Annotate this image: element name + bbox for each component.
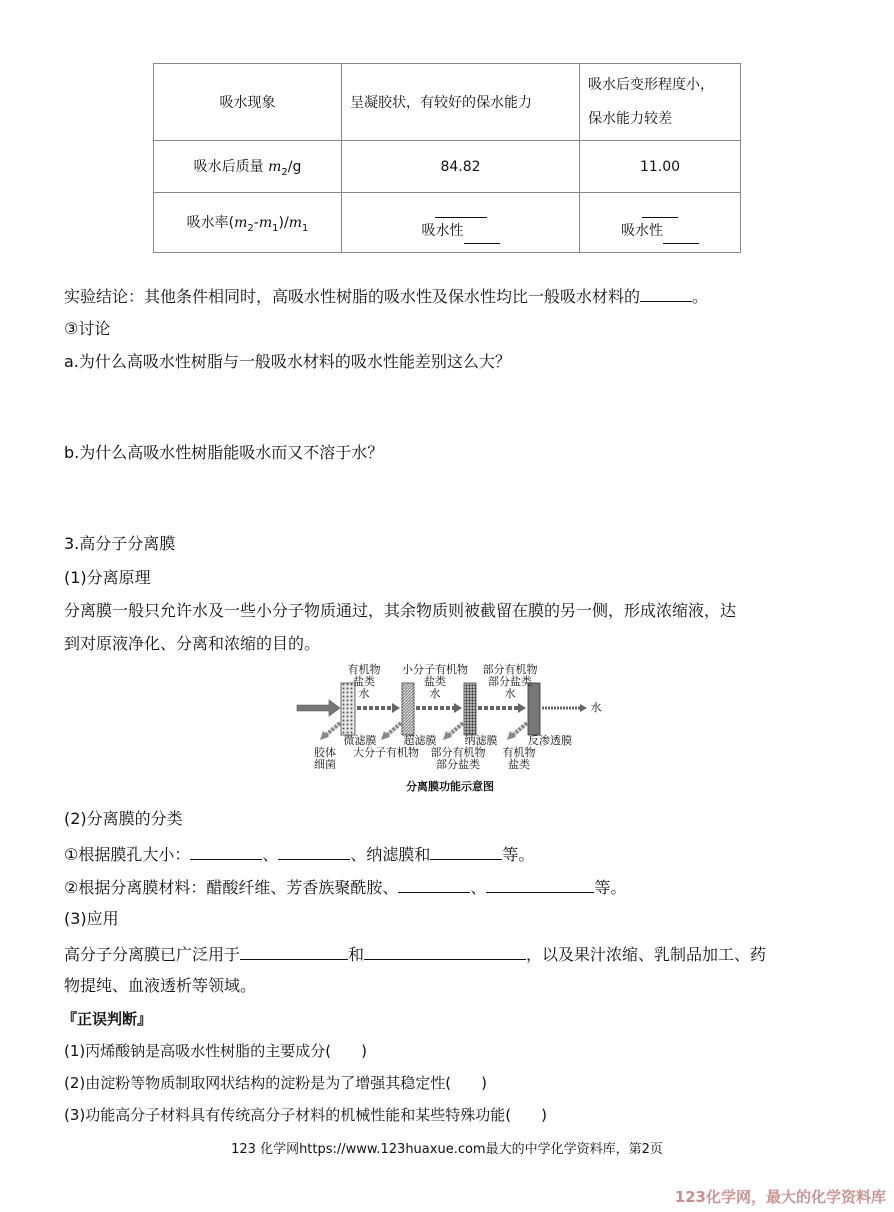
discuss-title: ③讨论: [64, 319, 111, 338]
diagram-text: 盐类: [508, 758, 530, 771]
conclusion-text: 实验结论：其他条件相同时，高吸水性树脂的吸水性及保水性均比一般吸水材料的: [64, 287, 641, 306]
diagram-text: 有机物: [502, 746, 536, 759]
inflow-arrow: [297, 700, 340, 716]
cell-text: 呈凝胶状，有较好的保水能力: [350, 95, 532, 111]
cell-text: 吸水性: [621, 223, 663, 239]
answer-blank[interactable]: [435, 201, 487, 218]
membrane-label: 反渗透膜: [528, 734, 572, 747]
judge-item: (1)丙烯酸钠是高吸水性树脂的主要成分( ): [64, 1042, 367, 1060]
principle-text: 分离膜一般只允许水及一些小分子物质通过，其余物质则被截留在膜的另一侧，形成浓缩液，达: [64, 601, 737, 620]
line-text: 、: [262, 845, 279, 864]
line-text: ②根据分离膜材料：醋酸纤维、芳香族聚酰胺、: [64, 878, 399, 897]
judge-item: (3)功能高分子材料具有传统高分子材料的机械性能和某些特殊功能( ): [64, 1106, 547, 1124]
cell-text: 吸水后质量: [193, 158, 269, 175]
diagram-bottom-label: [308, 747, 342, 771]
diagram-text: 细菌: [314, 758, 336, 771]
answer-blank[interactable]: [364, 941, 526, 960]
diagram-top-label: [334, 664, 394, 700]
application-text: 物提纯、血液透析等领域。: [64, 976, 257, 995]
cell-text: )/: [278, 214, 289, 231]
diagram-text: 部分盐类: [436, 758, 480, 771]
classification-by-material: [64, 874, 626, 900]
diagram-text: 胶体: [314, 746, 336, 759]
subsection-title: (3)应用: [64, 909, 119, 928]
table-cell: [342, 64, 580, 141]
diagram-bottom-label: [496, 747, 542, 771]
diagram-text: 有机物: [347, 663, 381, 676]
cell-text: m: [288, 214, 302, 231]
table-row: [154, 141, 741, 193]
diagram-text: 盐类: [424, 675, 446, 688]
answer-blank[interactable]: [190, 841, 262, 860]
diagram-text: 水: [504, 687, 516, 700]
absorption-table: [153, 63, 741, 253]
cell-text: 吸水性: [421, 223, 464, 239]
table-row: [154, 193, 741, 253]
cell-text: 2: [281, 166, 288, 178]
line-text: 等。: [502, 845, 535, 864]
conclusion-end: 。: [692, 287, 709, 306]
cell-text: 84.82: [440, 158, 481, 175]
question-b: b.为什么高吸水性树脂能吸水而又不溶于水？: [64, 443, 384, 462]
page-footer: 123 化学网https://www.123huaxue.com最大的中学化学资料库，第2页: [231, 1142, 663, 1157]
answer-blank[interactable]: [663, 227, 699, 244]
diagram-text: 小分子有机物: [402, 663, 468, 676]
principle-text: 到对原液净化、分离和浓缩的目的。: [64, 634, 321, 653]
answer-blank[interactable]: [464, 227, 500, 244]
table-cell: [580, 193, 741, 253]
cell-text: 保水能力较差: [588, 111, 672, 127]
answer-blank[interactable]: [278, 841, 350, 860]
line-text: 高分子分离膜已广泛用于: [64, 945, 241, 964]
cell-text: -: [253, 214, 259, 231]
section-title: 3.高分子分离膜: [64, 534, 176, 553]
diagram-text: 水: [429, 687, 441, 700]
diagram-text: 大分子有机物: [353, 746, 419, 759]
outflow-label: 水: [590, 701, 602, 714]
cell-text: 1: [301, 222, 309, 234]
diagram-text: 部分有机物: [482, 663, 538, 676]
cell-text: 1: [272, 222, 279, 234]
membrane-label: 纳滤膜: [464, 734, 498, 747]
answer-blank[interactable]: [240, 941, 348, 960]
watermark: 123化学网，最大的化学资料库: [674, 1188, 886, 1206]
diagram-top-label: [394, 664, 476, 700]
membrane-label: 微滤膜: [343, 734, 377, 747]
cell-text: m: [268, 158, 282, 175]
line-text: 等。: [594, 878, 627, 897]
cell-text: /g: [287, 158, 302, 175]
cell-text: 吸水后变形程度小，: [588, 77, 714, 93]
experiment-conclusion: [64, 283, 708, 309]
diagram-text: 盐类: [353, 675, 375, 688]
cell-text: m: [258, 214, 273, 231]
answer-blank[interactable]: [640, 283, 692, 302]
answer-blank[interactable]: [430, 841, 502, 860]
judge-item: (2)由淀粉等物质制取网状结构的淀粉是为了增强其稳定性( ): [64, 1074, 487, 1092]
table-cell-label: [154, 64, 342, 141]
diagram-caption: 分离膜功能示意图: [406, 780, 494, 793]
diagram-text: 部分盐类: [488, 675, 532, 688]
table-cell: [342, 193, 580, 253]
line-text: 、: [470, 878, 487, 897]
subsection-title: (2)分离膜的分类: [64, 809, 183, 828]
diagram-top-label: [470, 664, 550, 700]
table-row: [154, 64, 741, 141]
line-text: 和: [348, 945, 365, 964]
diagram-text: 部分有机物: [430, 746, 486, 759]
application-text: [64, 941, 766, 967]
diagram-text: 水: [358, 687, 370, 700]
cell-text: 11.00: [639, 158, 681, 175]
line-text: 、纳滤膜和: [350, 845, 431, 864]
classification-by-pore-size: [64, 841, 534, 867]
diagram-bottom-label: [348, 747, 424, 759]
subsection-title: (1)分离原理: [64, 568, 151, 587]
answer-blank[interactable]: [642, 201, 678, 218]
table-cell: [580, 141, 741, 193]
cell-text: 吸水现象: [219, 95, 276, 111]
cell-text: 2: [247, 222, 254, 234]
cell-text: m: [234, 214, 248, 231]
answer-blank[interactable]: [398, 874, 470, 893]
diagram-bottom-label: [424, 747, 492, 771]
membrane-label: 超滤膜: [403, 734, 437, 747]
membrane-diagram: [294, 663, 606, 795]
line-text: ，以及果汁浓缩、乳制品加工、药: [526, 945, 767, 964]
table-cell: [342, 141, 580, 193]
question-a: a.为什么高吸水性树脂与一般吸水材料的吸水性能差别这么大？: [64, 352, 511, 371]
table-cell-label: [154, 193, 342, 253]
table-cell-label: [154, 141, 342, 193]
cell-text: 吸水率(: [186, 214, 235, 231]
answer-blank[interactable]: [486, 874, 594, 893]
line-text: ①根据膜孔大小：: [64, 845, 191, 864]
table-cell: [580, 64, 741, 141]
judge-title: 『正误判断』: [62, 1010, 153, 1028]
